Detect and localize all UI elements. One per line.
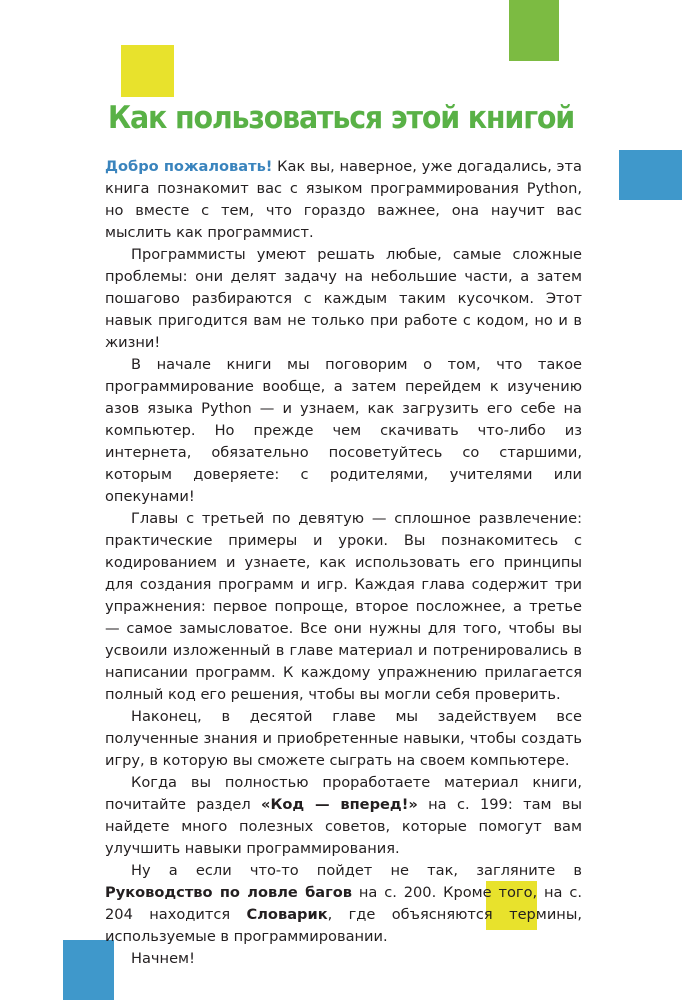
section-reference: «Код — вперед!» bbox=[261, 796, 418, 813]
paragraph bbox=[105, 860, 582, 948]
page-title: Как пользоваться этой книгой bbox=[107, 100, 575, 136]
lead-heading: Добро пожаловать! bbox=[105, 158, 273, 175]
paragraph: Наконец, в десятой главе мы задействуем все полученные знания и приобретенные навыки, чтобы создать игру, в которую вы сможете сыграть на своем компьютере. bbox=[105, 708, 582, 769]
paragraph-text: Как вы, наверное, уже догадались, эта книга познакомит вас с языком программирования Python, но вместе с тем, что гораздо важнее, она научит вас мыслить как программист. bbox=[105, 158, 582, 241]
decor-square-green bbox=[509, 0, 559, 61]
paragraph-text: на с. 199: там вы найдете много полезных советов, которые помогут вам улучшить навыки программирования. bbox=[105, 796, 582, 857]
paragraph-text: Ну а если что-то пойдет не так, загляните в bbox=[131, 862, 582, 879]
decor-square-yellow bbox=[121, 45, 174, 97]
paragraph: Программисты умеют решать любые, самые сложные проблемы: они делят задачу на небольшие части, а затем пошагово разбираются с каждым таким кусочком. Этот навык пригодится вам не только при работе с кодом, но и в жизни! bbox=[105, 246, 582, 351]
paragraph-text: на с. 200. Кроме того, на с. 204 находится bbox=[105, 884, 583, 923]
section-reference: Словарик bbox=[246, 906, 328, 923]
paragraph bbox=[105, 156, 582, 244]
decor-square-blue bbox=[619, 150, 682, 200]
paragraph bbox=[105, 772, 582, 860]
paragraph: Главы с третьей по девятую — сплошное развлечение: практические примеры и уроки. Вы познакомитесь с кодированием и узнаете, как использовать его принципы для создания программ и игр. Каждая глава содержит три упражнения: первое попроще, второе посложнее, а третье — самое замысловатое. Все они нужны для того, чтобы вы усвоили изложенный в главе материал и потренировались в написании программ. К каждому упражнению прилагается полный код его решения, чтобы вы могли себя проверить. bbox=[105, 510, 582, 703]
section-reference: Руководство по ловле багов bbox=[105, 884, 353, 901]
paragraph-text: , где объясняются термины, используемые в программировании. bbox=[105, 906, 583, 945]
closing-line: Начнем! bbox=[131, 950, 195, 967]
paragraph: В начале книги мы поговорим о том, что такое программирование вообще, а затем перейдем к изучению азов языка Python — и узнаем, как загрузить его себе на компьютер. Но прежде чем скачивать что-либо из интернета, обязательно посоветуйтесь со старшими, которым доверяете: с родителями, учителями или опекунами! bbox=[105, 356, 582, 505]
body-text bbox=[105, 156, 582, 970]
paragraph-text: Когда вы полностью проработаете материал книги, почитайте раздел bbox=[105, 774, 582, 813]
